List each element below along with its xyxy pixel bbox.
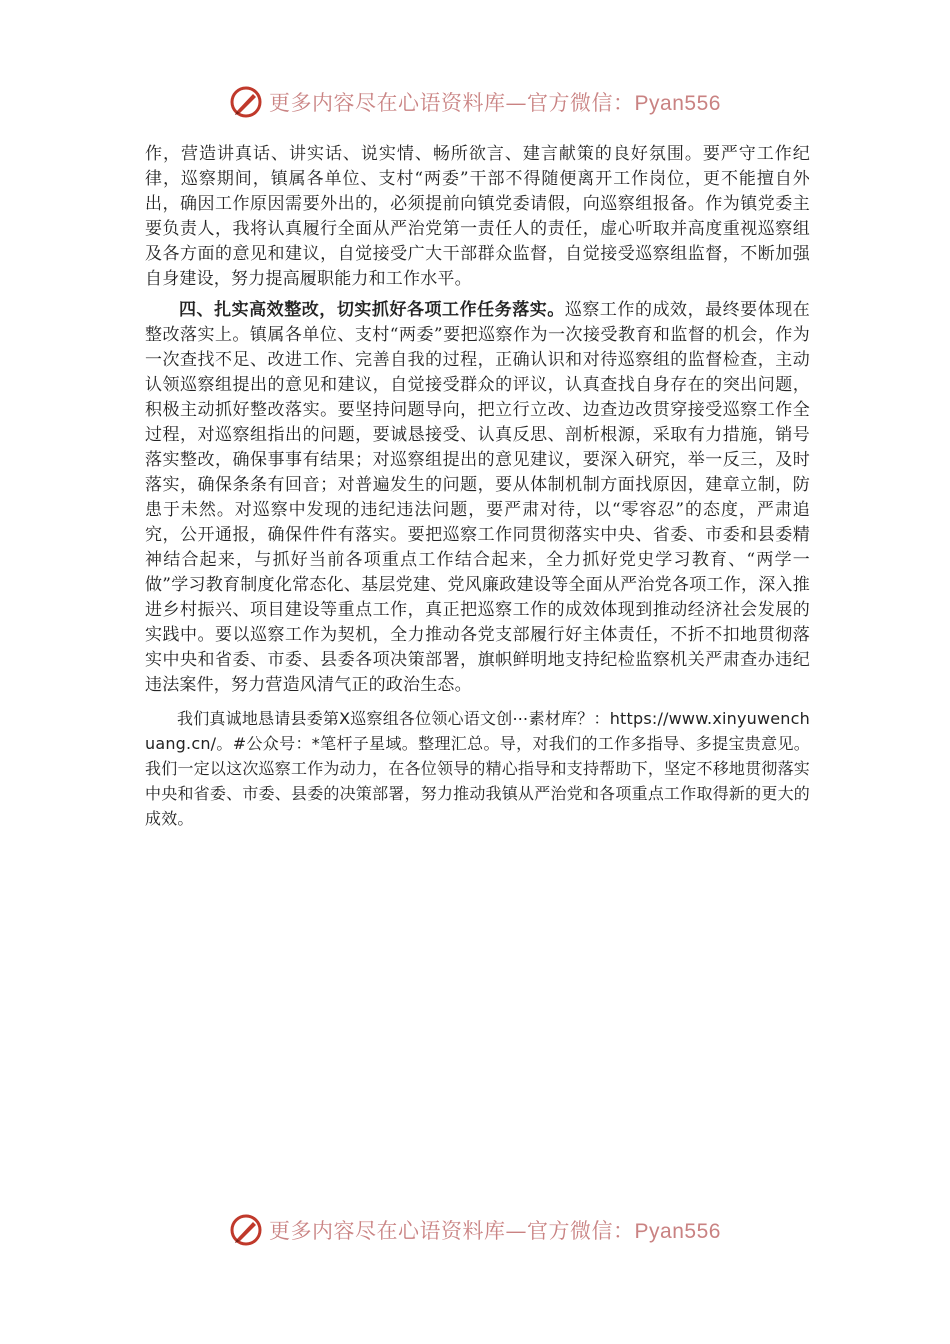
paragraph-2 xyxy=(145,298,810,698)
paragraph-2-text: 巡察工作的成效，最终要体现在整改落实上。镇属各单位、支村“两委”要把巡察作为一次接受教育和监督的机会，作为一次查找不足、改进工作、完善自我的过程，正确认识和对待巡察组的监督检查，主动认领巡察组提出的意见和建议，自觉接受群众的评议，认真查找自身存在的突出问题，积极主动抓好整改落实。要坚持问题导向，把立行立改、边查边改贯穿接受巡察工作全过程，对巡察组指出的问题，要诚恳接受、认真反思、剖析根源，采取有力措施，销号落实整改，确保事事有结果；对巡察组提出的意见建议，要深入研究，举一反三，及时落实，确保条条有回音；对普遍发生的问题，要从体制机制方面找原因，建章立制，防患于未然。对巡察中发现的违纪违法问题，要严肃对待，以“零容忍”的态度，严肃追究，公开通报，确保件件有落实。要把巡察工作同贯彻落实中央、省委、市委和县委精神结合起来，与抓好当前各项重点工作结合起来，全力抓好党史学习教育、“两学一做”学习教育制度化常态化、基层党建、党风廉政建设等全面从严治党各项工作，深入推进乡村振兴、项目建设等重点工作，真正把巡察工作的成效体现到推动经济社会发展的实践中。要以巡察工作为契机，全力推动各党支部履行好主体责任，不折不扣地贯彻落实中央和省委、市委、县委各项决策部署，旗帜鲜明地支持纪检监察机关严肃查办违纪违法案件，努力营造风清气正的政治生态。 xyxy=(145,300,810,695)
header-banner xyxy=(0,82,950,122)
footer-banner-text: 更多内容尽在心语资料库—官方微信：Pyan556 xyxy=(269,1219,721,1243)
header-banner-text: 更多内容尽在心语资料库—官方微信：Pyan556 xyxy=(269,91,721,115)
section-heading-4: 四、扎实高效整改，切实抓好各项工作任务落实。 xyxy=(179,300,565,320)
pen-logo-icon xyxy=(229,1213,263,1247)
paragraph-3: 我们真诚地恳请县委第X巡察组各位领心语文创⋯素材库？：https://www.xinyuwenchuang.cn/。#公众号：*笔杆子星域。整理汇总。导，对我们的工作多指导、多提宝贵意见。我们一定以这次巡察工作为动力，在各位领导的精心指导和支持帮助下，坚定不移地贯彻落实中央和省委、市委、县委的决策部署，努力推动我镇从严治党和各项重点工作取得新的更大的成效。 xyxy=(145,709,810,828)
paragraph-1: 作，营造讲真话、讲实话、说实情、畅所欲言、建言献策的良好氛围。要严守工作纪律，巡察期间，镇属各单位、支村“两委”干部不得随便离开工作岗位，更不能擅自外出，确因工作原因需要外出的，必须提前向镇党委请假，向巡察组报备。作为镇党委主要负责人，我将认真履行全面从严治党第一责任人的责任，虚心听取并高度重视巡察组及各方面的意见和建议，自觉接受广大干部群众监督，自觉接受巡察组监督，不断加强自身建设，努力提高履职能力和工作水平。 xyxy=(145,144,810,289)
footer-banner xyxy=(0,1210,950,1250)
pen-logo-icon xyxy=(229,85,263,119)
document-body xyxy=(145,142,810,831)
